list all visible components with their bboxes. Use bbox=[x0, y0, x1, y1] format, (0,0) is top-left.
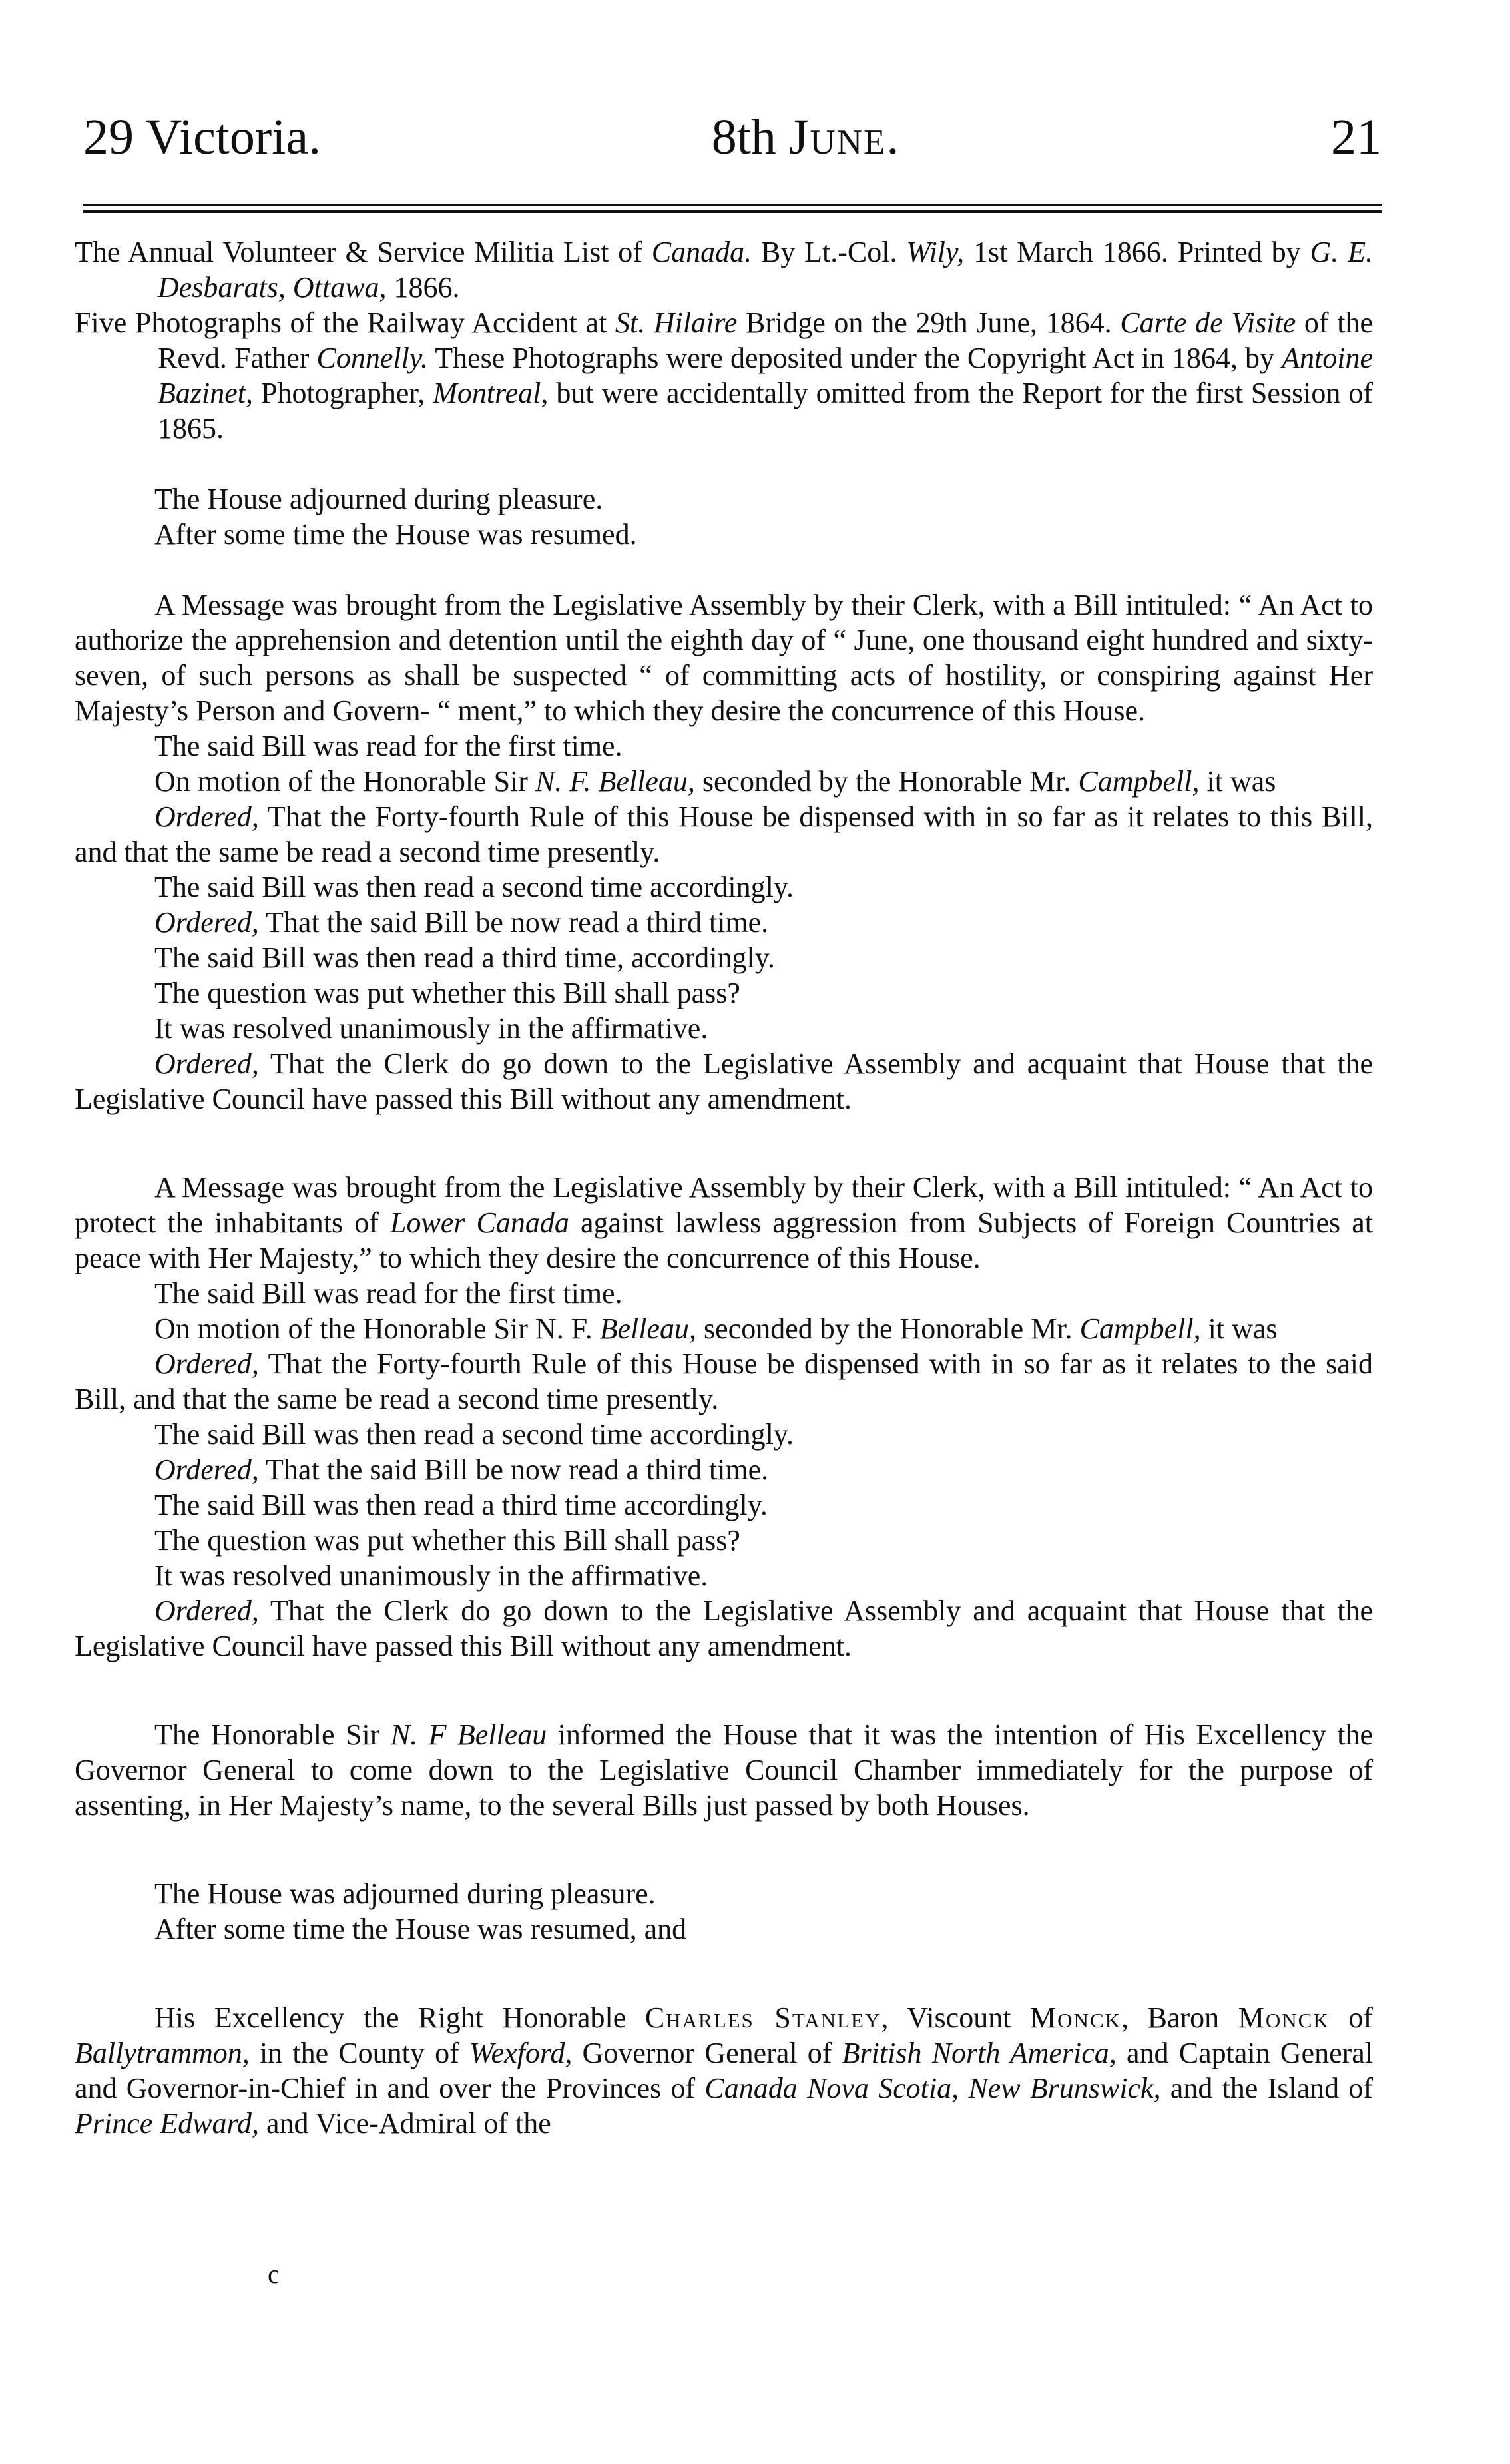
adjourn-line: The House adjourned during pleasure. bbox=[154, 483, 603, 515]
text-run: On motion of the Honorable Sir bbox=[154, 765, 535, 798]
header-date-day: 8th bbox=[711, 109, 789, 165]
message-intro: A Message was brought from the Legislative Assembly by their Clerk, with a Bill intituled: “ An Act to authorize the apprehension and detention until the eighth day of “ June, one thousand eight hundred and sixty-seven, of such persons as shall be suspected “ of committing acts of hostility, or conspiring against Her Majesty’s Person and Govern- “ ment,” to which they desire the concurrence of this House. bbox=[75, 589, 1373, 727]
text-run: , Viscount bbox=[881, 2001, 1031, 2034]
second-reading: The said Bill was then read a second time accordingly. bbox=[154, 871, 794, 903]
resolution-line: It was resolved unanimously in the affirmative. bbox=[154, 1559, 708, 1592]
text-run: Wexford, bbox=[469, 2037, 573, 2069]
header-date-month: June. bbox=[788, 109, 901, 165]
text-run: Governor General of bbox=[572, 2037, 842, 2069]
text-run: but were accidentally omitted from the Report for the first Session of 1865. bbox=[158, 377, 1374, 445]
header-rule-top bbox=[83, 204, 1382, 206]
text-run: seconded by the Honorable Mr. bbox=[696, 1312, 1080, 1345]
text-run: Photographer, bbox=[252, 377, 433, 409]
header-regnal-year: 29 Victoria. bbox=[83, 109, 322, 165]
order-paragraph bbox=[75, 905, 1373, 940]
text-run: St. Hilaire bbox=[615, 306, 738, 339]
text-run: By Lt.-Col. bbox=[752, 236, 907, 268]
journal-body bbox=[75, 234, 1373, 2141]
spacer bbox=[75, 552, 1373, 587]
text-run: Ordered, bbox=[154, 1595, 259, 1627]
second-reading: The said Bill was then read a second time accordingly. bbox=[154, 1418, 794, 1451]
text-run: Belleau, bbox=[599, 1312, 697, 1345]
text-run: informed the House that it was the intention of His Excellency the Governor General to come down to the Legislative Council Chamber immediately for the purpose of assenting, in Her Majesty’s name, to the several Bills just passed by both Houses. bbox=[75, 1718, 1373, 1822]
excellency-paragraph bbox=[75, 2000, 1373, 2141]
adjourn-line: The House was adjourned during pleasure. bbox=[154, 1877, 656, 1910]
signature-mark: c bbox=[268, 2259, 280, 2289]
text-run: Canada. bbox=[651, 236, 752, 268]
motion-paragraph bbox=[75, 764, 1373, 799]
spacer bbox=[75, 1947, 1373, 2000]
text-run: Bridge on the 29th June, 1864. bbox=[737, 306, 1121, 339]
order-paragraph bbox=[75, 1593, 1373, 1664]
text-run: Wily, bbox=[906, 236, 965, 268]
text-run: Charles Stanley bbox=[644, 2001, 881, 2034]
order-paragraph bbox=[75, 1346, 1373, 1417]
text-run: of the Revd. Father bbox=[158, 306, 1373, 374]
text-run: Antoine Bazinet, bbox=[158, 342, 1373, 409]
deposit-item-militia-list bbox=[75, 234, 1373, 305]
order-paragraph bbox=[75, 1452, 1373, 1487]
text-run: The Annual Volunteer & Service Militia List of bbox=[75, 236, 652, 268]
text-run: That the Clerk do go down to the Legislative Assembly and acquaint that House that the Legislative Council have passed this Bill without any amendment. bbox=[75, 1595, 1373, 1662]
text-run: Carte de Visite bbox=[1120, 306, 1296, 339]
deposit-item-photographs bbox=[75, 305, 1373, 446]
question-line: The question was put whether this Bill shall pass? bbox=[154, 977, 740, 1009]
spacer bbox=[75, 1116, 1373, 1170]
text-run: Campbell, bbox=[1078, 765, 1200, 798]
text-run: of bbox=[1329, 2001, 1374, 2034]
text-run: These Photographs were deposited under the Copyright Act in 1864, by bbox=[427, 342, 1282, 374]
spacer bbox=[75, 1823, 1373, 1876]
text-run: in the County of bbox=[249, 2037, 469, 2069]
text-run: Canada Nova Scotia, New Brunswick, bbox=[704, 2072, 1161, 2104]
text-run: Lower Canada bbox=[389, 1206, 569, 1239]
text-run: Prince Edward, bbox=[75, 2107, 259, 2140]
text-run: That the said Bill be now read a third time. bbox=[258, 1453, 769, 1486]
third-reading: The said Bill was then read a third time, accordingly. bbox=[154, 941, 775, 974]
text-run: seconded by the Honorable Mr. bbox=[694, 765, 1079, 798]
first-reading: The said Bill was read for the first time. bbox=[154, 730, 623, 762]
message-intro bbox=[75, 1170, 1373, 1276]
announcement-paragraph bbox=[75, 1717, 1373, 1823]
text-run: Monck bbox=[1030, 2001, 1122, 2034]
text-run: and Vice-Admiral of the bbox=[259, 2107, 551, 2140]
text-run: That the said Bill be now read a third time. bbox=[258, 906, 769, 939]
resolution-line: It was resolved unanimously in the affirmative. bbox=[154, 1012, 708, 1045]
text-run: N. F. Belleau, bbox=[535, 765, 695, 798]
text-run: A Message was brought from the Legislative Assembly by their Clerk, with a Bill intituled: “ An Act to protect the inhabitants of bbox=[75, 1171, 1373, 1239]
header-rule-bottom bbox=[83, 210, 1382, 213]
spacer bbox=[75, 1664, 1373, 1717]
text-run: That the Forty-fourth Rule of this House be dispensed with in so far as it relates to this Bill, and that the same be read a second time presently. bbox=[75, 800, 1373, 868]
text-run: Montreal, bbox=[433, 377, 549, 409]
text-run: The Honorable Sir bbox=[154, 1718, 391, 1751]
first-reading: The said Bill was read for the first time. bbox=[154, 1277, 623, 1310]
text-run: His Excellency the Right Honorable bbox=[154, 2001, 645, 2034]
text-run: , Baron bbox=[1121, 2001, 1238, 2034]
text-run: N. F Belleau bbox=[390, 1718, 547, 1751]
text-run: 1866. bbox=[386, 271, 460, 304]
text-run: That the Clerk do go down to the Legislative Assembly and acquaint that House that the Legislative Council have passed this Bill without any amendment. bbox=[75, 1047, 1373, 1115]
text-run: G. E. Desbarats, Ottawa, bbox=[158, 236, 1373, 304]
text-run: Ballytrammon, bbox=[75, 2037, 250, 2069]
text-run: and Captain General and Governor-in-Chief in and over the Provinces of bbox=[75, 2037, 1374, 2104]
resume-line: After some time the House was resumed, and bbox=[154, 1913, 687, 1945]
text-run: it was bbox=[1200, 1312, 1278, 1345]
text-run: Campbell, bbox=[1079, 1312, 1201, 1345]
text-run: it was bbox=[1199, 765, 1276, 798]
text-run: Connelly. bbox=[316, 342, 428, 374]
text-run: On motion of the Honorable Sir N. F. bbox=[154, 1312, 600, 1345]
text-run: Ordered, bbox=[154, 1348, 259, 1380]
resume-line: After some time the House was resumed. bbox=[154, 518, 637, 551]
header-date bbox=[711, 109, 901, 165]
running-header bbox=[83, 109, 1382, 165]
spacer bbox=[75, 446, 1373, 481]
text-run: Monck bbox=[1238, 2001, 1330, 2034]
question-line: The question was put whether this Bill shall pass? bbox=[154, 1524, 740, 1557]
text-run: British North America, bbox=[842, 2037, 1117, 2069]
page-number: 21 bbox=[1331, 109, 1382, 165]
order-paragraph bbox=[75, 799, 1373, 869]
text-run: That the Forty-fourth Rule of this House be dispensed with in so far as it relates to the said Bill, and that the same be read a second time presently. bbox=[75, 1348, 1373, 1415]
text-run: Ordered, bbox=[154, 1047, 259, 1080]
motion-paragraph bbox=[75, 1311, 1373, 1346]
text-run: Ordered, bbox=[154, 800, 259, 833]
text-run: against lawless aggression from Subjects of Foreign Countries at peace with Her Majesty,” to which they desire the concurrence of this House. bbox=[75, 1206, 1373, 1274]
text-run: Five Photographs of the Railway Accident at bbox=[75, 306, 615, 339]
text-run: Ordered, bbox=[154, 1453, 259, 1486]
third-reading: The said Bill was then read a third time accordingly. bbox=[154, 1489, 768, 1521]
order-paragraph bbox=[75, 1046, 1373, 1116]
text-run: 1st March 1866. Printed by bbox=[964, 236, 1310, 268]
text-run: Ordered, bbox=[154, 906, 259, 939]
text-run: and the Island of bbox=[1160, 2072, 1373, 2104]
